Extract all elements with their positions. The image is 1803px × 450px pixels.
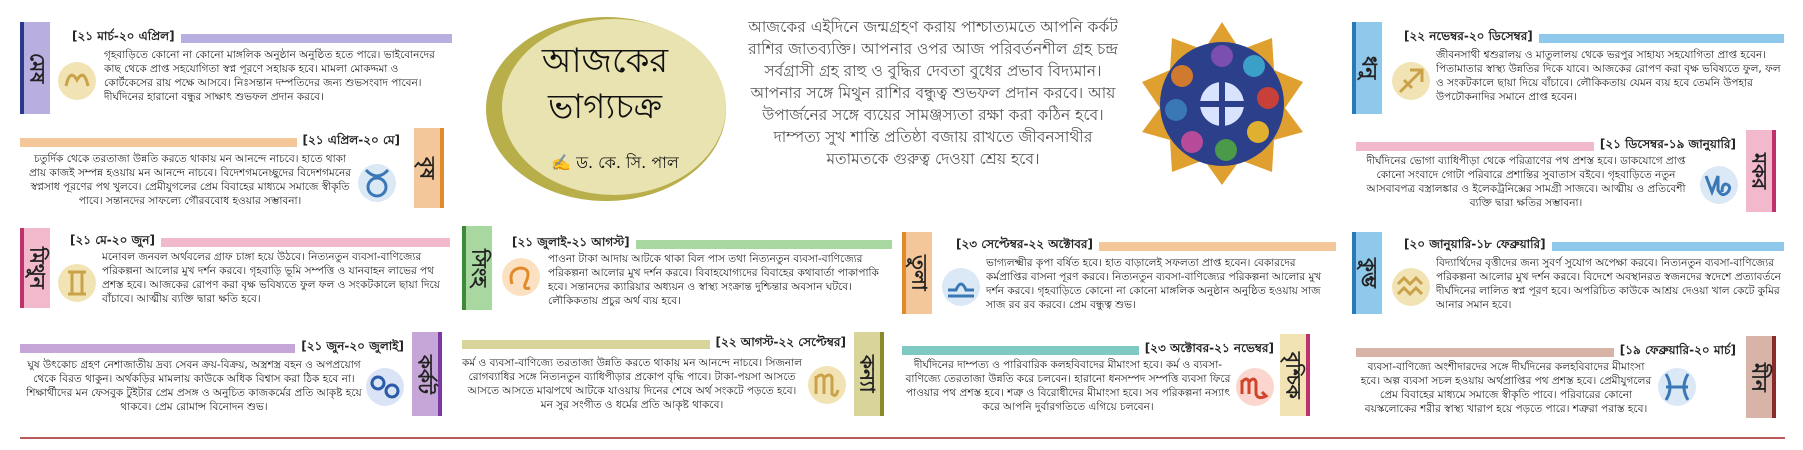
sign-text-brishchik: দীর্ঘদিনের দাম্পত্য ও পারিবারিক কলহবিবাদের মীমাংসা হবে। কর্ম ও ব্যবসা-বাণিজ্যে তেরতাজা উন্নতি করে চলবেন। হারানো ধনসম্পদ সম্পত্তি ব্যবসা ফিরে পাওয়ার পথ প্রশস্ত হবে। শত্রু ও বিরোধীদের মীমাংসা হবে। সব পরিকল্পনা নস্যাৎ করে আপনি দুর্বারগতিতে এগিয়ে চলবেন। bbox=[905, 359, 1231, 413]
sign-tab-mesh: মেষ bbox=[20, 22, 50, 114]
sign-text-tula: ভাগ্যলক্ষ্মীর কৃপা বর্ষিত হবে। হাত বাড়ালেই সফলতা প্রাপ্ত হবেন। বেকারদের কর্মপ্রাপ্তির বাসনা পূরণ করবে। নিত্যনতুন ব্যবসা-বাণিজ্যের পরিকল্পনা আলোর মুখ দর্শন করবে। গৃহবাড়িতে কোনো না কোনো মাঙ্গলিক অনুষ্ঠান অনুষ্ঠিত হওয়ায় সাজ সাজ রব রব করবে। প্রেম বন্ধুত্ব শুভ। bbox=[986, 257, 1322, 311]
sign-date-makar bbox=[1356, 136, 1736, 156]
date-bar bbox=[181, 34, 452, 43]
date-text: [২০ জানুয়ারি-১৮ ফেব্রুয়ারি] bbox=[1404, 237, 1546, 251]
sign-tab-dhanu: ধনু bbox=[1352, 22, 1382, 114]
capricorn-icon bbox=[1698, 164, 1740, 206]
sign-text-singha: পাওনা টাকা আদায় আটকে থাকা বিল পাস তথা নিত্যনতুন ব্যবসা-বাণিজ্যের পরিকল্পনা আলোর মুখ দর্শন করবে। বিবাহযোগ্যদের বিবাহের কথাবার্তা পাকাপাকি হবে। সন্তানদের ক্যারিয়ার অধ্যয়ন ও স্বাস্থ্য সংক্রান্ত দুশ্চিন্তার অবসান ঘটবে। লৌকিকতায় প্রচুর অর্থ ব্যয় হবে। bbox=[548, 253, 879, 307]
date-text: [২১ ডিসেম্বর-১৯ জানুয়ারি] bbox=[1599, 137, 1736, 151]
date-bar bbox=[20, 138, 297, 147]
date-text: [২১ জুলাই-২১ আগস্ট] bbox=[512, 235, 630, 249]
date-text: [২১ জুন-২০ জুলাই] bbox=[301, 339, 404, 353]
cancer-icon bbox=[364, 366, 406, 408]
libra-icon bbox=[940, 266, 982, 308]
sign-date-singha bbox=[512, 234, 892, 254]
date-bar bbox=[20, 344, 295, 353]
date-bar bbox=[1552, 242, 1784, 251]
bottom-divider bbox=[20, 437, 1785, 439]
date-bar bbox=[1099, 242, 1336, 251]
sign-text-dhanu: জীবনসাথী শ্বশুরালয় ও মাতুলালয় থেকে ভরপুর সাহায্য সহযোগিতা প্রাপ্ত হবেন। পিতামাতার স্বাস্থ্য উন্নতির দিকে যাবে। আজকের রোপণ করা বৃক্ষ ভবিষ্যতে ফুল, ফল ও সংকটকালে ছায়া দিয়ে বাঁচাবে। লৌকিকতায় যেমন ব্যয় হবে তেমনি উপহার উপঢৌকনাদির সমানে প্রাপ্ত হবেন। bbox=[1436, 49, 1781, 103]
sign-date-tula bbox=[956, 236, 1336, 256]
zodiac-wheel-icon bbox=[1140, 20, 1305, 185]
sign-tab-brisha: বৃষ bbox=[414, 128, 444, 208]
sign-text-kanya: কর্ম ও ব্যবসা-বাণিজ্যে তরতাজা উন্নতি করতে থাকায় মন আনন্দে নাচবে। সিজনাল রোগব্যাধির সঙ্গে নিত্যনতুন ব্যাধিপীড়ার প্রকোপ বৃদ্ধি পাবে। টাকা-পয়সা আসতে আসতে আসতে মাঝপথে আটকে যাওয়ায় দিনের শেষে অর্থ সংকটে পড়তে হবে। মন সুর সংগীত ও ধর্মের প্রতি আকৃষ্ট থাকবে। bbox=[462, 357, 802, 411]
date-text: [২১ এপ্রিল-২০ মে] bbox=[302, 133, 400, 147]
sign-date-kumbha bbox=[1404, 236, 1784, 256]
sign-tab-kanya: কন্যা bbox=[854, 332, 884, 416]
sign-text-mithun: মনোবল জনবল অর্থবলের গ্রাফ চাঙ্গা হয়ে উঠবে। নিত্যনতুন ব্যবসা-বাণিজ্যের পরিকল্পনা আলোর মুখ দর্শন করবে। গৃহবাড়ি ভূমি সম্পত্তি ও যানবাহন লাভের পথ প্রশস্ত হবে। আজকের রোপণ করা বৃক্ষ ভবিষ্যতে ফুল ফল ও সংকটকালে ছায়া দিয়ে বাঁচাবে। আত্মীয় ব্যক্তি দ্বারা ক্ষতি হবে। bbox=[102, 251, 440, 305]
date-text: [২৩ অক্টোবর-২১ নভেম্বর] bbox=[1144, 341, 1274, 355]
date-bar bbox=[1539, 34, 1784, 43]
date-bar bbox=[462, 340, 710, 349]
taurus-icon bbox=[356, 162, 398, 204]
sign-date-dhanu bbox=[1404, 28, 1784, 48]
date-text: [১৯ ফেব্রুয়ারি-২০ মার্চ] bbox=[1619, 343, 1736, 357]
virgo-icon bbox=[806, 364, 848, 406]
title-line-1: আজকের bbox=[541, 41, 669, 81]
sign-tab-brishchik: বৃশ্চিক bbox=[1280, 334, 1310, 416]
scorpio-icon bbox=[1234, 366, 1276, 408]
sign-date-karkat bbox=[20, 338, 404, 358]
pisces-icon bbox=[1656, 366, 1698, 408]
sign-date-mithun bbox=[70, 232, 450, 252]
sign-tab-kumbha: কুম্ভ bbox=[1352, 232, 1382, 314]
date-text: [২২ নভেম্বর-২০ ডিসেম্বর] bbox=[1404, 29, 1533, 43]
sign-tab-singha: সিংহ bbox=[462, 226, 492, 310]
date-bar bbox=[1356, 348, 1614, 357]
sign-tab-tula: তুলা bbox=[902, 232, 932, 314]
date-bar bbox=[902, 346, 1139, 355]
sign-text-brisha: চতুর্দিক থেকে তরতাজা উন্নতি করতে থাকায় মন আনন্দে নাচবে। হাতে থাকা প্রায় কাজই সম্পন্ন হওয়ায় মন আনন্দে নাচবে। বিদেশগমনেচ্ছুদের বিদেশগমনের স্বপ্নসাধ পূরণের পথ খুলবে। প্রেমীযুগলের প্রেম বিবাহের মাধ্যমে সমাজে স্বীকৃতি পাবে। সন্তানদের সাফল্যে গৌরববোধ হওয়ার সম্ভাবনা। bbox=[28, 153, 352, 207]
sign-date-kanya bbox=[462, 334, 846, 354]
sign-date-mesh bbox=[72, 28, 452, 48]
date-text: [২১ মার্চ-২০ এপ্রিল] bbox=[72, 29, 175, 43]
sign-date-brisha bbox=[20, 132, 400, 152]
gemini-icon bbox=[56, 262, 98, 304]
author-byline: ✍ ড. কে. সি. পাল bbox=[551, 153, 679, 172]
sign-text-karkat: ঘুষ উৎকোচ গ্রহণ নেশাজাতীয় দ্রব্য সেবন ক্রয়-বিক্রয়, অস্ত্রশস্ত্র বহন ও অপপ্রয়োগ থেকে বিরত থাকুন। অর্থকড়ির মামলায় কাউকে অধিক বিশ্বাস করা ঠিক হবে না। শিক্ষার্থীদের মন ফেসবুক টুইটার প্রেম প্রসঙ্গ ও অনুচিত কাজকর্মের প্রতি আকৃষ্ট হয়ে থাকবে। প্রেম রোমান্স বিনোদন শুভ। bbox=[26, 359, 362, 413]
sign-text-makar: দীর্ঘদিনের ভোগা ব্যাধিপীড়া থেকে পরিত্রাণের পথ প্রশস্ত হবে। ডাকযোগে প্রাপ্ত কোনো সংবাদে গোটা পরিবারে প্রশান্তির সুবাতাস বইবে। গৃহবাড়িতে নতুন আসবাবপত্র বস্ত্রালঙ্কার ও ইলেকট্রনিক্সের সামগ্রী সাজবে। আত্মীয় ও প্রতিবেশী ব্যক্তি দ্বারা ক্ষতির সম্ভাবনা। bbox=[1366, 155, 1686, 209]
page-title bbox=[505, 38, 705, 130]
date-bar bbox=[161, 238, 450, 247]
sagittarius-icon bbox=[1390, 60, 1432, 102]
sign-text-kumbha: বিদ্যার্থিদের বৃত্তীদের জন্য সুবর্ণ সুযোগ অপেক্ষা করবে। নিত্যনতুন ব্যবসা-বাণিজ্যের পরিকল্পনা আলোর মুখ দর্শন করবে। বিদেশে অবস্থানরত স্বজনদের স্বদেশে প্রত্যাবর্তনে দীর্ঘদিনের লালিত স্বপ্ন পূরণ হবে। অপরিচিত কাউকে আশ্রয় দেওয়া খাল কেটে কুমির আনার সমান হবে। bbox=[1436, 257, 1781, 311]
sign-tab-karkat: কর্কট bbox=[412, 332, 442, 416]
aquarius-icon bbox=[1390, 266, 1432, 308]
sign-text-meen: ব্যবসা-বাণিজ্যে অংশীদারদের সঙ্গে দীর্ঘদিনের কলহবিবাদের মীমাংসা হবে। অল্প ব্যবসা সচল হওয়ায় অর্থপ্রাপ্তির পথ প্রশস্ত হবে। প্রেমীযুগলের প্রেম বিবাহের মাধ্যমে সমাজে স্বীকৃতি পাবে। পরিবারের কোনো বয়স্কলোকের শরীর স্বাস্থ্য খারাপ হয়ে পড়তে পারে। শত্রুরা পরাস্ত হবে। bbox=[1360, 361, 1652, 415]
title-line-2: ভাগ্যচক্র bbox=[547, 87, 663, 127]
sign-text-mesh: গৃহবাড়িতে কোনো না কোনো মাঙ্গলিক অনুষ্ঠান অনুষ্ঠিত হতে পারে। ভাইবোনদের কাছ থেকে প্রাপ্ত সহযোগিতা স্বপ্ন পূরণে সহায়ক হবে। মামলা মোকদ্দমা ও কোর্টকেসের রায় পক্ষে আসবে। নিঃসন্তান দম্পতিদের জন্য শুভসংবাদ পাবেন। দীর্ঘদিনের হারানো বন্ধুর সাক্ষাৎ শুভফল প্রদান করবে। bbox=[104, 49, 435, 103]
sign-date-meen bbox=[1356, 342, 1736, 362]
sign-tab-mithun: মিথুন bbox=[20, 228, 50, 308]
leo-icon bbox=[500, 256, 542, 298]
date-text: [২৩ সেপ্টেম্বর-২২ অক্টোবর] bbox=[956, 237, 1093, 251]
aries-icon bbox=[56, 60, 98, 102]
sign-tab-meen: মীন bbox=[1746, 336, 1776, 418]
date-text: [২২ আগস্ট-২২ সেপ্টেম্বর] bbox=[715, 335, 846, 349]
date-bar bbox=[1356, 142, 1594, 151]
sign-date-brishchik bbox=[902, 340, 1274, 360]
date-bar bbox=[636, 240, 892, 249]
intro-paragraph: আজকের এইদিনে জন্মগ্রহণ করায় পাশ্চাত্যমতে আপনি কর্কট রাশির জাতব্যক্তি। আপনার ওপর আজ পরিবর্তনশীল গ্রহ চন্দ্র সর্বগ্রাসী গ্রহ রাহু ও বুদ্ধির দেবতা বুধের প্রভাব বিদ্যমান। আপনার সঙ্গে মিথুন রাশির বন্ধুত্ব শুভফল প্রদান করবে। আয় উপার্জনের সঙ্গে ব্যয়ের সামঞ্জস্যতা রক্ষা করা কঠিন হবে। দাম্পত্য সুখ শান্তি প্রতিষ্ঠা বজায় রাখতে জীবনসাথীর মতামতকে গুরুত্ব দেওয়া শ্রেয় হবে। bbox=[748, 18, 1118, 168]
date-text: [২১ মে-২০ জুন] bbox=[70, 233, 155, 247]
sign-tab-makar: মকর bbox=[1746, 130, 1776, 212]
